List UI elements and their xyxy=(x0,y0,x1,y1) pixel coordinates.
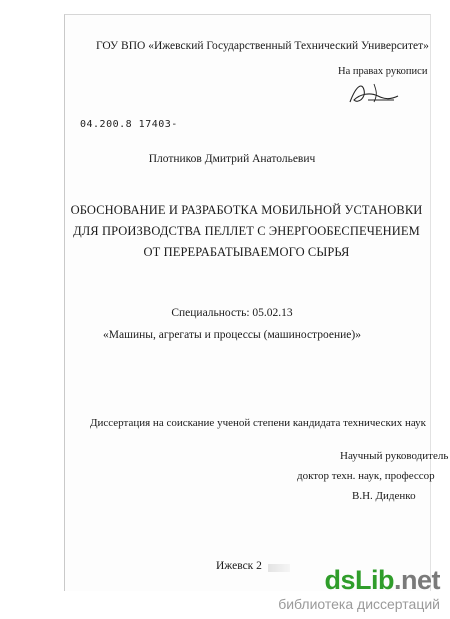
university-heading: ГОУ ВПО «Ижевский Государственный Технический Университет» xyxy=(96,40,429,52)
title-line-1: ОБОСНОВАНИЕ И РАЗРАБОТКА МОБИЛЬНОЙ УСТАНОВКИ xyxy=(70,203,423,217)
specialty-name: «Машины, агрегаты и процессы (машиностроение)» xyxy=(103,329,361,341)
watermark-brand-part1: dsLib xyxy=(324,565,394,595)
manuscript-rights-label: На правах рукописи xyxy=(338,66,428,77)
supervisor-degree: доктор техн. наук, профессор xyxy=(297,470,435,482)
watermark-logo xyxy=(278,567,440,593)
registration-number-stamp: 04.200.8 17403- xyxy=(80,119,178,130)
dslib-watermark xyxy=(278,567,440,613)
handwritten-signature xyxy=(344,78,404,108)
dissertation-purpose: Диссертация на соискание ученой степени кандидата технических наук xyxy=(90,417,426,429)
city-year: Ижевск 2 xyxy=(216,560,262,572)
title-line-3: ОТ ПЕРЕРАБАТЫВАЕМОГО СЫРЬЯ xyxy=(143,245,350,259)
title-line-2: ДЛЯ ПРОИЗВОДСТВА ПЕЛЛЕТ С ЭНЕРГООБЕСПЕЧЕНИЕМ xyxy=(73,224,420,238)
watermark-tagline: библиотека диссертаций xyxy=(278,596,440,612)
specialty-code: Специальность: 05.02.13 xyxy=(171,307,293,319)
dissertation-title xyxy=(64,200,429,263)
supervisor-name: В.Н. Диденко xyxy=(352,490,416,502)
supervisor-title: Научный руководитель xyxy=(340,450,449,462)
watermark-brand-part2: .net xyxy=(393,565,440,595)
author-name: Плотников Дмитрий Анатольевич xyxy=(148,153,316,165)
